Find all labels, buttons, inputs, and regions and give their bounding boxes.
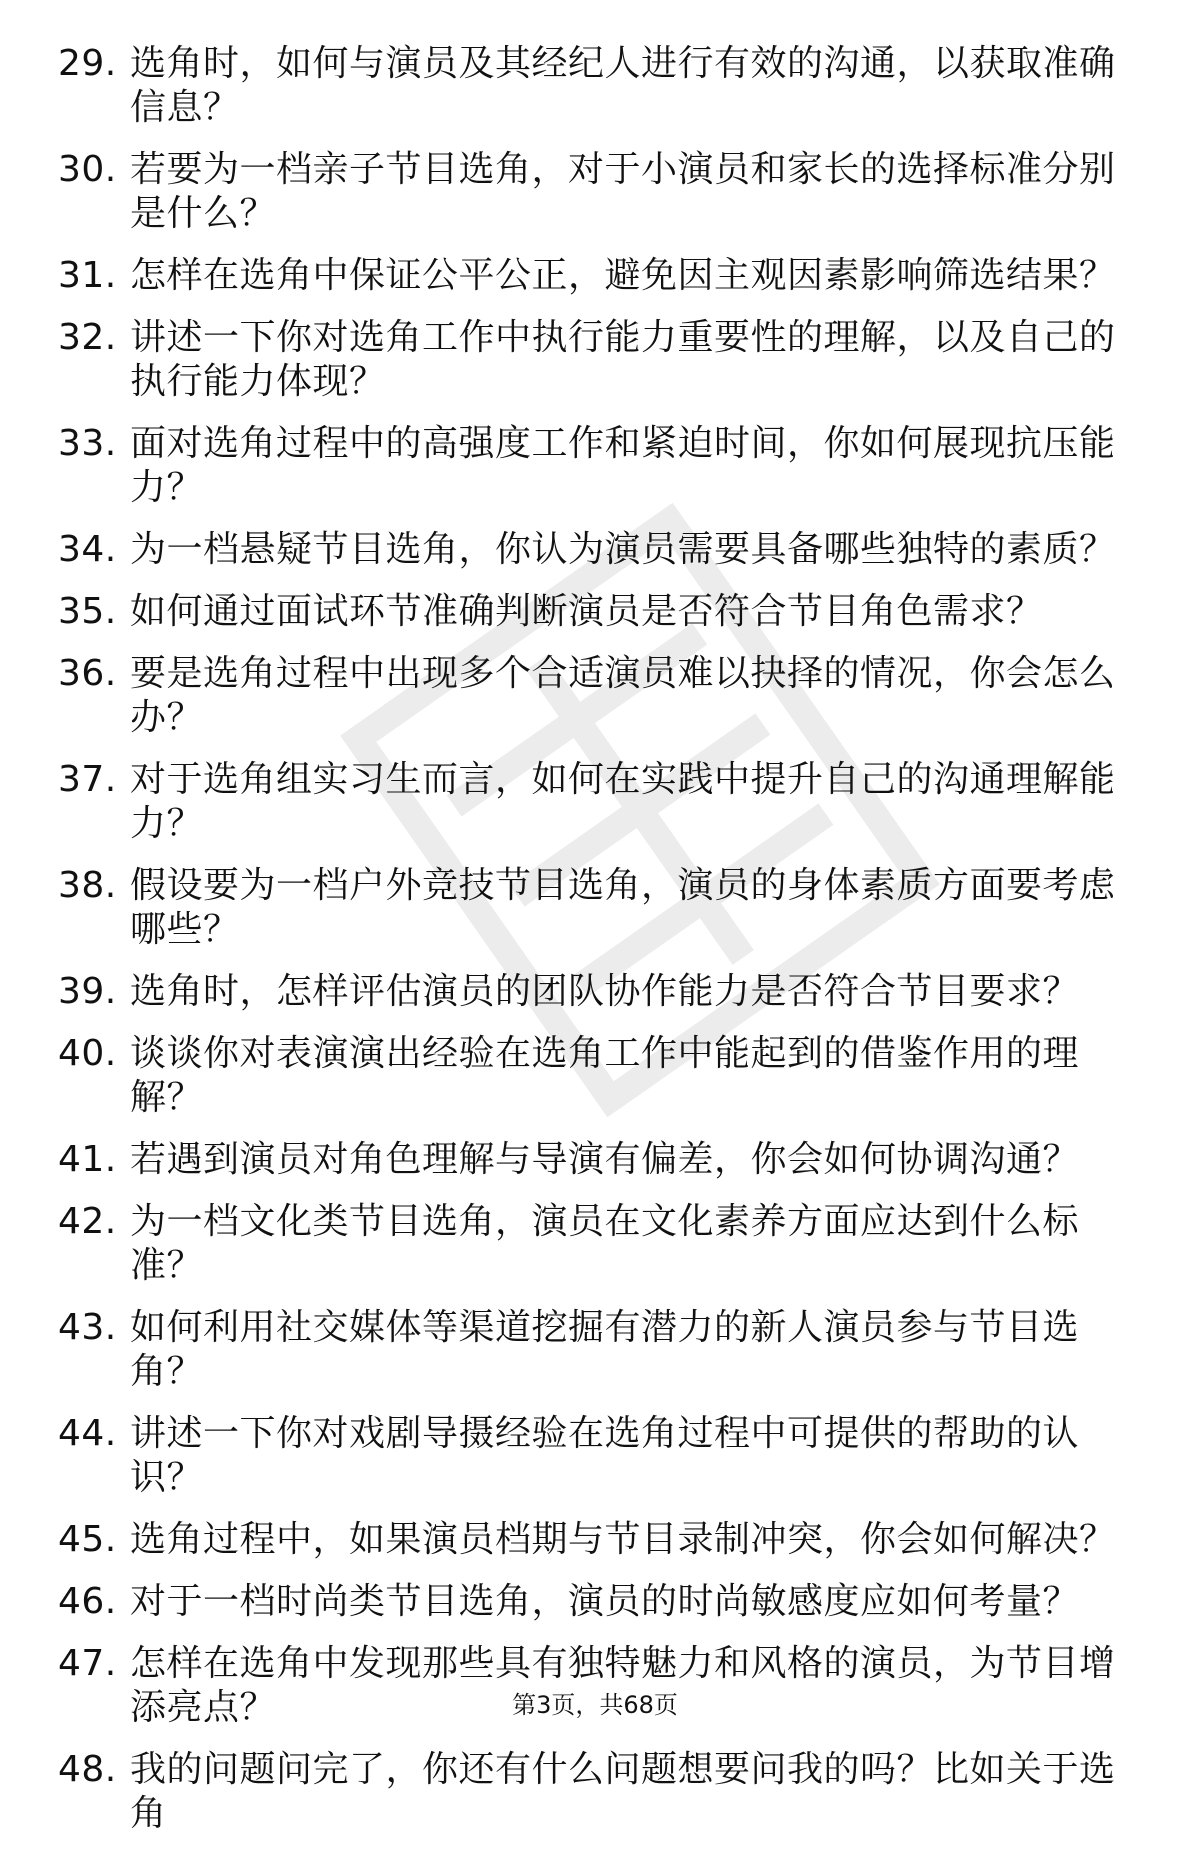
question-number: 44. [58,1413,117,1454]
question-item [0,148,1190,236]
question-number: 42. [58,1201,117,1242]
question-item [0,316,1190,404]
question-number: 38. [58,865,117,906]
question-number: 47. [58,1643,117,1684]
question-item [0,590,1190,634]
question-text: 对于一档时尚类节目选角，演员的时尚敏感度应如何考量？ [130,1581,1080,1622]
question-text: 选角过程中，如果演员档期与节目录制冲突，你会如何解决？ [130,1519,1116,1560]
question-text: 选角时，如何与演员及其经纪人进行有效的沟通，以获取准确信息？ [130,43,1116,128]
question-number: 33. [58,423,117,464]
question-number: 41. [58,1139,117,1180]
question-number: 46. [58,1581,117,1622]
question-text: 讲述一下你对选角工作中执行能力重要性的理解，以及自己的执行能力体现？ [130,317,1116,402]
question-item [0,864,1190,952]
question-item [0,422,1190,510]
page-number-indicator: 第3页，共68页 [512,1691,678,1719]
question-text: 假设要为一档户外竞技节目选角，演员的身体素质方面要考虑哪些？ [130,865,1116,950]
question-item [0,970,1190,1014]
question-text: 我的问题问完了，你还有什么问题想要问我的吗？比如关于选角 [130,1749,1116,1834]
question-number: 39. [58,971,117,1012]
question-text: 为一档文化类节目选角，演员在文化素养方面应达到什么标准？ [130,1201,1080,1286]
question-number: 32. [58,317,117,358]
question-item [0,42,1190,130]
question-text: 若要为一档亲子节目选角，对于小演员和家长的选择标准分别是什么？ [130,149,1116,234]
question-list [0,42,1190,1854]
question-item [0,758,1190,846]
page-footer [0,1690,1190,1720]
question-text: 要是选角过程中出现多个合适演员难以抉择的情况，你会怎么办？ [130,653,1116,738]
question-text: 谈谈你对表演演出经验在选角工作中能起到的借鉴作用的理解？ [130,1033,1080,1118]
question-number: 34. [58,529,117,570]
question-number: 35. [58,591,117,632]
question-text: 讲述一下你对戏剧导摄经验在选角过程中可提供的帮助的认识？ [130,1413,1080,1498]
question-number: 43. [58,1307,117,1348]
question-number: 45. [58,1519,117,1560]
question-text: 对于选角组实习生而言，如何在实践中提升自己的沟通理解能力？ [130,759,1116,844]
question-text: 若遇到演员对角色理解与导演有偏差，你会如何协调沟通？ [130,1139,1080,1180]
question-number: 31. [58,255,117,296]
question-item [0,528,1190,572]
question-item [0,1200,1190,1288]
question-number: 36. [58,653,117,694]
question-number: 40. [58,1033,117,1074]
question-item [0,1580,1190,1624]
question-number: 29. [58,43,117,84]
question-number: 48. [58,1749,117,1790]
question-item [0,1748,1190,1836]
question-text: 怎样在选角中发现那些具有独特魅力和风格的演员，为节目增添亮点？ [130,1643,1116,1728]
question-item [0,254,1190,298]
question-text: 如何利用社交媒体等渠道挖掘有潜力的新人演员参与节目选角？ [130,1307,1080,1392]
question-text: 选角时，怎样评估演员的团队协作能力是否符合节目要求？ [130,971,1080,1012]
question-number: 37. [58,759,117,800]
question-item [0,652,1190,740]
question-item [0,1306,1190,1394]
question-item [0,1032,1190,1120]
question-text: 如何通过面试环节准确判断演员是否符合节目角色需求？ [130,591,1043,632]
question-item [0,1518,1190,1562]
question-item [0,1412,1190,1500]
question-number: 30. [58,149,117,190]
question-item [0,1138,1190,1182]
question-text: 怎样在选角中保证公平公正，避免因主观因素影响筛选结果？ [130,255,1116,296]
question-text: 面对选角过程中的高强度工作和紧迫时间，你如何展现抗压能力？ [130,423,1116,508]
question-text: 为一档悬疑节目选角，你认为演员需要具备哪些独特的素质？ [130,529,1116,570]
